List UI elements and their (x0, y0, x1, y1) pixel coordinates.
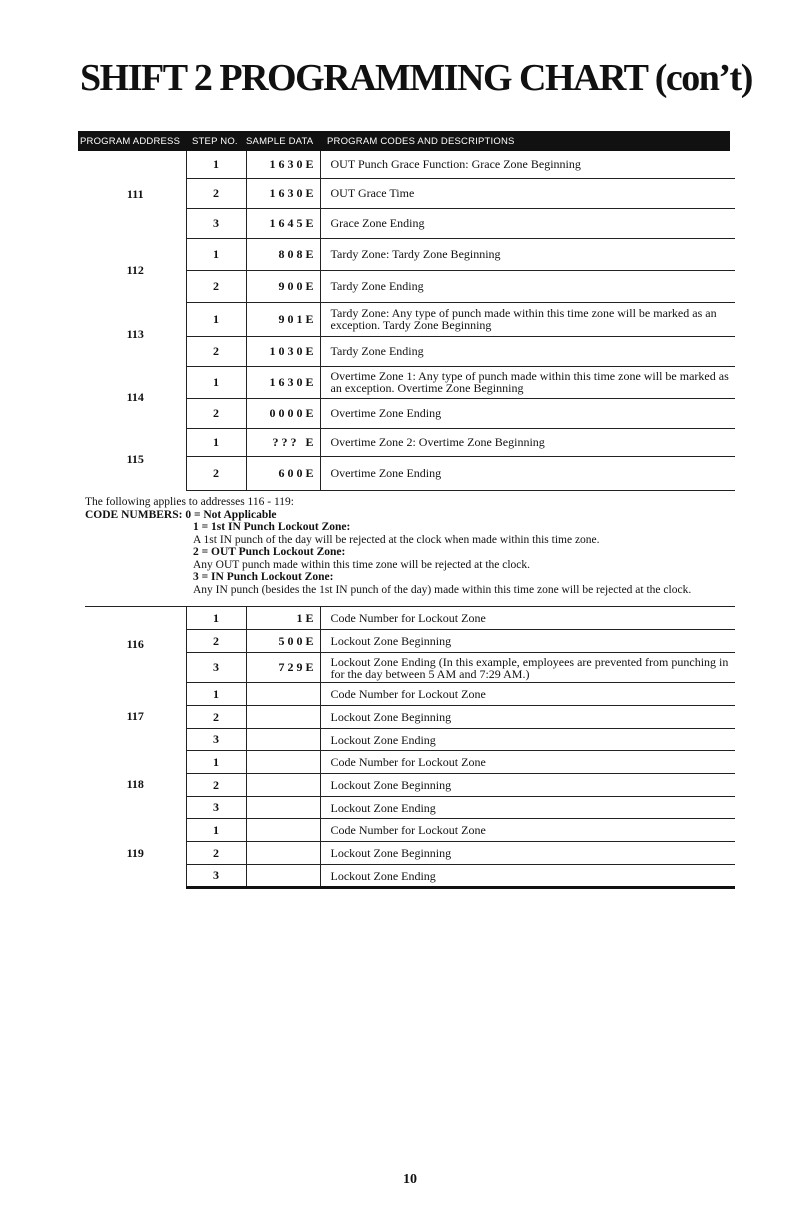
code-description: Tardy Zone Ending (320, 336, 735, 366)
table-header-bar (78, 131, 730, 151)
step-number: 1 (186, 302, 246, 336)
code-1-desc: A 1st IN punch of the day will be rejected at the clock when made within this time zone. (193, 533, 600, 546)
code-1: 1 = 1st IN Punch Lockout Zone: (193, 521, 351, 533)
code-description: Tardy Zone: Any type of punch made within this time zone will be marked as an exception. Tardy Zone Beginning (320, 302, 735, 336)
table-row (85, 751, 735, 774)
page-number: 10 (403, 1172, 417, 1187)
step-number: 1 (186, 151, 246, 178)
page-title: SHIFT 2 PROGRAMMING CHART (con’t) (80, 57, 752, 99)
step-number: 3 (186, 208, 246, 238)
program-address: 115 (126, 451, 144, 466)
header-step-no: STEP NO. (192, 136, 238, 147)
step-number: 2 (186, 178, 246, 208)
program-address: 113 (126, 326, 144, 341)
code-description: Lockout Zone Ending (320, 729, 735, 751)
step-number: 2 (186, 842, 246, 865)
step-number: 1 (186, 428, 246, 456)
sample-data: 1630E (246, 151, 320, 178)
table-row (85, 151, 735, 178)
table-row (85, 238, 735, 270)
sample-data: 1630E (246, 366, 320, 398)
sample-data (246, 797, 320, 819)
sample-data (246, 819, 320, 842)
step-number: 3 (186, 653, 246, 683)
program-address: 117 (126, 709, 144, 723)
table-row (85, 683, 735, 706)
code-description: Lockout Zone Beginning (320, 774, 735, 797)
step-number: 3 (186, 797, 246, 819)
sample-data: 0000E (246, 398, 320, 428)
sample-data: 600E (246, 456, 320, 490)
code-3: 3 = IN Punch Lockout Zone: (193, 571, 334, 583)
program-address: 118 (126, 777, 144, 791)
code-description: Lockout Zone Beginning (320, 842, 735, 865)
program-address: 112 (126, 262, 144, 277)
sample-data: 900E (246, 270, 320, 302)
header-program-codes: PROGRAM CODES AND DESCRIPTIONS (327, 136, 515, 147)
code-2: 2 = OUT Punch Lockout Zone: (193, 546, 346, 558)
program-address: 119 (126, 845, 144, 860)
programming-table-bottom (85, 606, 735, 889)
sample-data: 901E (246, 302, 320, 336)
code-description: Lockout Zone Ending (320, 797, 735, 819)
code-description: Lockout Zone Ending (In this example, employees are prevented from punching in for the day between 5 AM and 7:29 AM.) (320, 653, 735, 683)
code-description: Code Number for Lockout Zone (320, 751, 735, 774)
sample-data: 500E (246, 630, 320, 653)
sample-data (246, 683, 320, 706)
step-number: 1 (186, 819, 246, 842)
step-number: 1 (186, 607, 246, 630)
code-description: OUT Grace Time (320, 178, 735, 208)
step-number: 1 (186, 238, 246, 270)
code-description: Lockout Zone Beginning (320, 706, 735, 729)
code-description: Overtime Zone 1: Any type of punch made within this time zone will be marked as an exception. Overtime Zone Beginning (320, 366, 735, 398)
step-number: 2 (186, 774, 246, 797)
code-description: OUT Punch Grace Function: Grace Zone Beginning (320, 151, 735, 178)
sample-data (246, 774, 320, 797)
sample-data: 1630E (246, 178, 320, 208)
code-description: Code Number for Lockout Zone (320, 819, 735, 842)
sample-data: 808E (246, 238, 320, 270)
program-address: 111 (126, 187, 144, 201)
code-numbers-label: CODE NUMBERS: (85, 508, 183, 521)
sample-data (246, 706, 320, 729)
code-description: Overtime Zone Ending (320, 456, 735, 490)
code-description: Tardy Zone: Tardy Zone Beginning (320, 238, 735, 270)
programming-table-top (85, 151, 735, 491)
table-row (85, 302, 735, 336)
step-number: 2 (186, 398, 246, 428)
sample-data (246, 729, 320, 751)
program-address: 116 (126, 637, 144, 652)
code-3-desc: Any IN punch (besides the 1st IN punch of the day) made within this time zone will be rejected at the clock. (193, 583, 692, 596)
table-row (85, 607, 735, 630)
step-number: 2 (186, 270, 246, 302)
code-description: Lockout Zone Ending (320, 865, 735, 888)
code-notes (85, 496, 745, 596)
code-2-desc: Any OUT punch made within this time zone will be rejected at the clock. (193, 558, 531, 571)
sample-data: 1E (246, 607, 320, 630)
code-description: Lockout Zone Beginning (320, 630, 735, 653)
step-number: 2 (186, 706, 246, 729)
notes-intro: The following applies to addresses 116 - 119: (85, 496, 294, 508)
step-number: 1 (186, 366, 246, 398)
step-number: 3 (186, 865, 246, 888)
code-description: Overtime Zone Ending (320, 398, 735, 428)
table-row (85, 819, 735, 842)
code-description: Code Number for Lockout Zone (320, 683, 735, 706)
sample-data: 1645E (246, 208, 320, 238)
step-number: 1 (186, 751, 246, 774)
code-description: Overtime Zone 2: Overtime Zone Beginning (320, 428, 735, 456)
header-sample-data: SAMPLE DATA (246, 136, 314, 147)
code-description: Tardy Zone Ending (320, 270, 735, 302)
step-number: 3 (186, 729, 246, 751)
sample-data: 1030E (246, 336, 320, 366)
step-number: 2 (186, 630, 246, 653)
sample-data: ??? E (246, 428, 320, 456)
program-address: 114 (126, 389, 144, 404)
header-program-address: PROGRAM ADDRESS (80, 136, 181, 147)
sample-data (246, 842, 320, 865)
code-0: 0 = Not Applicable (185, 508, 277, 521)
sample-data: 729E (246, 653, 320, 683)
table-row (85, 366, 735, 398)
step-number: 2 (186, 456, 246, 490)
step-number: 2 (186, 336, 246, 366)
code-description: Grace Zone Ending (320, 208, 735, 238)
sample-data (246, 865, 320, 888)
sample-data (246, 751, 320, 774)
code-description: Code Number for Lockout Zone (320, 607, 735, 630)
step-number: 1 (186, 683, 246, 706)
table-row (85, 428, 735, 456)
